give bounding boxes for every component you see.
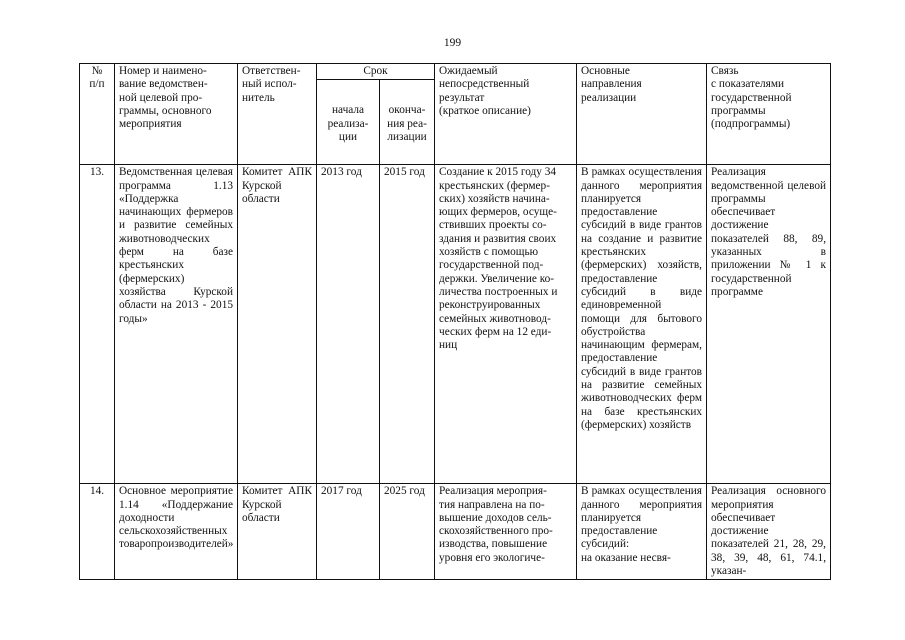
row-directions: В рамках осуществления данного мероприятия планируется предоставление субсидий: на оказание несвя- bbox=[577, 484, 707, 580]
row-executor: Комитет АПК Курской области bbox=[238, 165, 317, 484]
header-executor: Ответствен- ный испол- нитель bbox=[238, 64, 317, 165]
row-end: 2025 год bbox=[380, 484, 435, 580]
table-row bbox=[80, 484, 831, 580]
header-link: Связь с показателями государственной программы (подпрограммы) bbox=[707, 64, 831, 165]
header-result: Ожидаемый непосредственный результат (краткое описание) bbox=[435, 64, 577, 165]
row-link: Реализация ведомственной целевой программы обеспечивает достижение показателей 88, 89, указанных в приложении № 1 к государственной программе bbox=[707, 165, 831, 484]
row-number: 13. bbox=[80, 165, 115, 484]
header-row bbox=[80, 64, 831, 80]
row-number: 14. bbox=[80, 484, 115, 580]
row-end: 2015 год bbox=[380, 165, 435, 484]
row-name: Ведомственная целевая программа 1.13 «Поддержка начинающих фермеров и развитие семейных животноводческих ферм на базе крестьянских (фермерских) хозяйства Курской области на 2013 - 2015 годы» bbox=[115, 165, 238, 484]
header-term-start: начала реализа- ции bbox=[317, 80, 380, 165]
row-start: 2013 год bbox=[317, 165, 380, 484]
header-directions: Основные направления реализации bbox=[577, 64, 707, 165]
program-table bbox=[79, 63, 831, 580]
header-name: Номер и наимено- вание ведомствен- ной целевой про- граммы, основного мероприятия bbox=[115, 64, 238, 165]
row-link: Реализация основного мероприятия обеспечивает достижение показателей 21, 28, 29, 38, 39, 48, 61, 74.1, указан- bbox=[707, 484, 831, 580]
header-num: № п/п bbox=[80, 64, 115, 165]
row-result: Создание к 2015 году 34 крестьянских (фермер- ских) хозяйств начина- ющих фермеров, осуще- ствивших проекты со- здания и развития своих хозяйств с помощью государственной под- держки. Увеличение ко- личества построенных и реконструированных семейных животновод- ческих ферм на 12 еди- ниц bbox=[435, 165, 577, 484]
row-result: Реализация мероприя- тия направлена на по- вышение доходов сель- скохозяйственного про- изводства, повышение уровня его экологиче- bbox=[435, 484, 577, 580]
row-start: 2017 год bbox=[317, 484, 380, 580]
header-term-end: оконча- ния реа- лизации bbox=[380, 80, 435, 165]
row-name: Основное мероприятие 1.14 «Поддержание доходности сельскохозяйственных товаропроизводителей» bbox=[115, 484, 238, 580]
header-term: Срок bbox=[317, 64, 435, 80]
row-directions: В рамках осуществления данного мероприятия планируется предоставление субсидий в виде грантов на создание и развитие крестьянских (фермерских) хозяйств, предоставление субсидий в виде единовременной помощи для бытового обустройства начинающим фермерам, предоставление субсидий в виде грантов на развитие семейных животноводческих ферм на базе крестьянских (фермерских) хозяйств bbox=[577, 165, 707, 484]
row-executor: Комитет АПК Курской области bbox=[238, 484, 317, 580]
table-row bbox=[80, 165, 831, 484]
page-number: 199 bbox=[443, 37, 462, 49]
